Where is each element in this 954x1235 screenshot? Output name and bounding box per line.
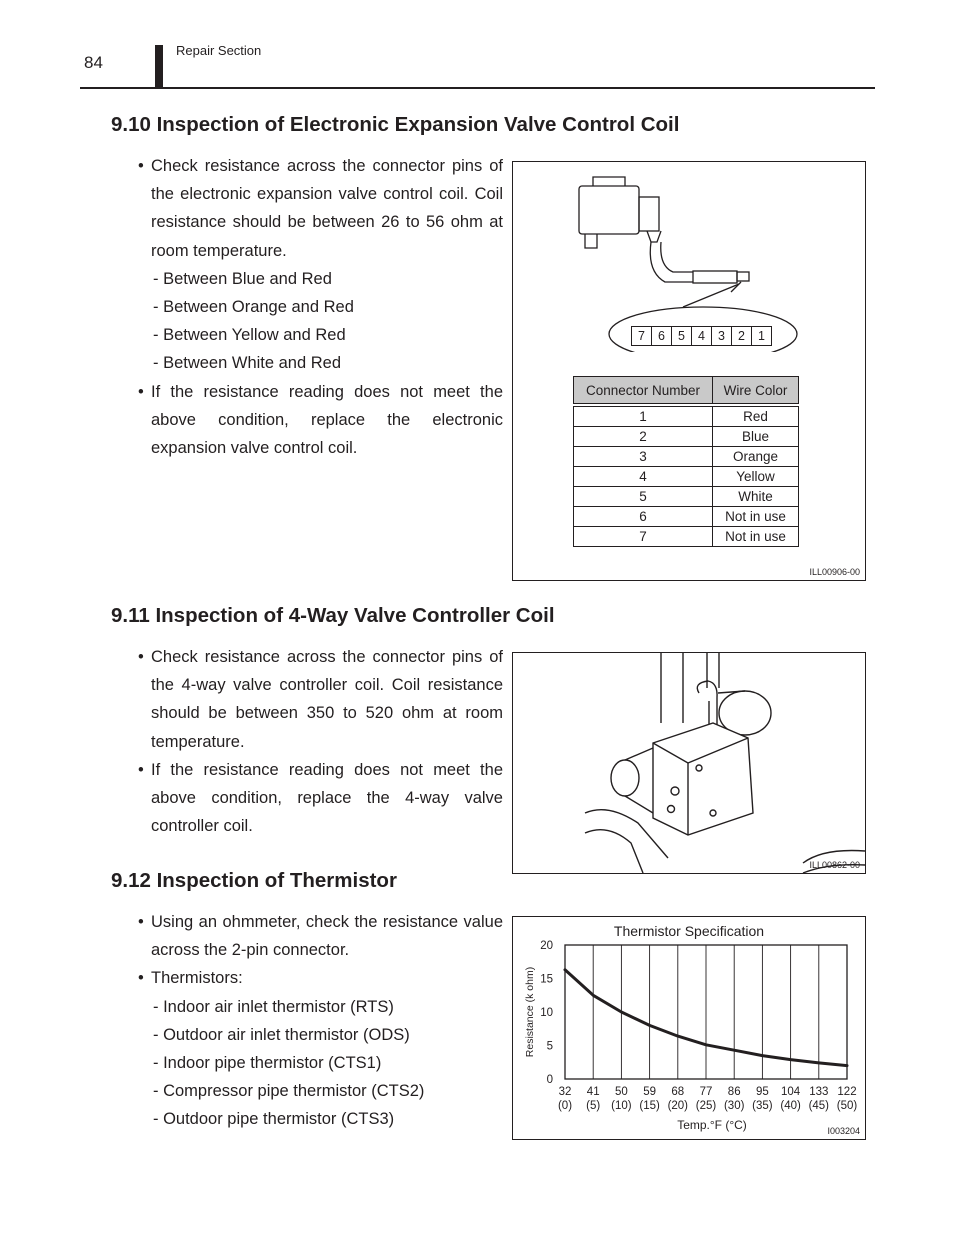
x-tick-label-f: 122 xyxy=(837,1086,857,1098)
table-row xyxy=(574,407,799,427)
connector-pin: 3 xyxy=(711,326,732,346)
column-header: Connector Number xyxy=(574,377,713,404)
bullet-replace: • If the resistance reading does not meet the above condition, replace the 4-way valve controller coil. xyxy=(138,756,503,841)
dash-item: - Between White and Red xyxy=(153,354,342,373)
table-header-row xyxy=(574,377,799,404)
page-number: 84 xyxy=(84,53,103,72)
y-tick-label: 5 xyxy=(546,1040,553,1053)
text-9-12 xyxy=(138,908,503,1134)
connector-pin-row xyxy=(632,326,772,346)
x-tick-label-f: 50 xyxy=(615,1086,628,1098)
valve-coil-illustration xyxy=(513,653,865,873)
x-tick-label-c: (25) xyxy=(695,1100,717,1112)
figure-expansion-valve xyxy=(512,161,866,581)
figure-id: ILL00906-00 xyxy=(809,567,860,577)
section-label: Repair Section xyxy=(176,43,262,58)
table-row xyxy=(574,467,799,487)
thermistor-chart xyxy=(513,917,865,1139)
figure-thermistor-chart xyxy=(512,916,866,1140)
connector-number-cell: 5 xyxy=(574,487,713,507)
wire-color-cell: Red xyxy=(713,407,799,427)
text-9-10 xyxy=(138,152,503,462)
wire-color-cell: White xyxy=(713,487,799,507)
table-row xyxy=(574,527,799,547)
wire-color-cell: Yellow xyxy=(713,467,799,487)
connector-number-cell: 2 xyxy=(574,427,713,447)
y-tick-label: 15 xyxy=(540,973,553,986)
dash-item: - Outdoor air inlet thermistor (ODS) xyxy=(153,1025,410,1044)
x-tick-label-c: (15) xyxy=(639,1100,660,1112)
x-tick-label-f: 133 xyxy=(809,1086,829,1098)
x-tick-label-f: 104 xyxy=(781,1086,801,1098)
x-tick-label-c: (30) xyxy=(723,1100,745,1112)
x-tick-label-f: 95 xyxy=(756,1086,769,1098)
chart-title: Thermistor Specification xyxy=(613,923,765,939)
dash-item: - Outdoor pipe thermistor (CTS3) xyxy=(153,1110,395,1129)
wire-color-cell: Blue xyxy=(713,427,799,447)
connector-number-cell: 7 xyxy=(574,527,713,547)
dash-item: - Indoor air inlet thermistor (RTS) xyxy=(153,997,394,1016)
dash-item: - Compressor pipe thermistor (CTS2) xyxy=(153,1082,425,1101)
dash-item: - Between Yellow and Red xyxy=(153,326,346,345)
x-tick-label-c: (10) xyxy=(611,1100,632,1112)
connector-pin: 4 xyxy=(691,326,712,346)
header-bar xyxy=(155,45,163,87)
x-tick-label-f: 86 xyxy=(727,1086,741,1098)
y-tick-label: 10 xyxy=(540,1007,553,1019)
heading-9-11: 9.11 Inspection of 4-Way Valve Controller Coil xyxy=(111,604,555,627)
x-axis-label: Temp.°F (°C) xyxy=(677,1118,747,1132)
figure-id: ILL00862-00 xyxy=(809,860,860,870)
x-tick-label-c: (45) xyxy=(808,1100,830,1112)
y-axis-label: Resistance (k ohm) xyxy=(524,966,536,1058)
x-tick-label-c: (0) xyxy=(557,1100,573,1112)
figure-4way-valve xyxy=(512,652,866,874)
bullet-check-resistance: • Check resistance across the connector pins of the electronic expansion valve control coil. Coil resistance should be between 26 to 56 ohm at room temperature. xyxy=(138,152,503,265)
x-tick-label-f: 68 xyxy=(671,1086,685,1098)
connector-pin: 5 xyxy=(671,326,692,346)
connector-pin: 1 xyxy=(751,326,772,346)
y-tick-label: 20 xyxy=(540,940,553,952)
x-tick-label-c: (35) xyxy=(752,1100,773,1112)
header-rule xyxy=(80,87,875,89)
x-tick-label-c: (20) xyxy=(667,1100,689,1112)
wire-color-cell: Not in use xyxy=(713,507,799,527)
table-row xyxy=(574,447,799,467)
connector-number-cell: 3 xyxy=(574,447,713,467)
table-row xyxy=(574,427,799,447)
y-tick-label: 0 xyxy=(546,1074,553,1086)
heading-9-12: 9.12 Inspection of Thermistor xyxy=(111,869,397,892)
column-header: Wire Color xyxy=(713,377,799,404)
x-tick-label-c: (5) xyxy=(586,1100,601,1112)
wire-color-cell: Not in use xyxy=(713,527,799,547)
x-tick-label-f: 41 xyxy=(586,1086,600,1098)
x-tick-label-f: 59 xyxy=(643,1086,656,1098)
table-row xyxy=(574,507,799,527)
x-tick-label-f: 77 xyxy=(699,1086,713,1098)
wire-color-cell: Orange xyxy=(713,447,799,467)
bullet-thermistors: • Thermistors: xyxy=(138,964,503,992)
connector-number-cell: 4 xyxy=(574,467,713,487)
heading-9-10: 9.10 Inspection of Electronic Expansion Valve Control Coil xyxy=(111,113,680,136)
bullet-replace: • If the resistance reading does not meet the above condition, replace the electronic expansion valve control coil. xyxy=(138,378,503,463)
coil-connector-illustration xyxy=(513,162,865,352)
bullet-ohmmeter: • Using an ohmmeter, check the resistance value across the 2-pin connector. xyxy=(138,908,503,964)
dash-item: - Indoor pipe thermistor (CTS1) xyxy=(153,1054,382,1073)
figure-id: I003204 xyxy=(827,1126,860,1136)
x-tick-label-c: (50) xyxy=(836,1100,858,1112)
connector-pin: 7 xyxy=(631,326,652,346)
connector-number-cell: 1 xyxy=(574,407,713,427)
bullet-check-resistance: • Check resistance across the connector pins of the 4-way valve controller coil. Coil resistance should be between 350 to 520 ohm at room temperature. xyxy=(138,643,503,756)
connector-pin: 2 xyxy=(731,326,752,346)
dash-item: - Between Orange and Red xyxy=(153,298,354,317)
dash-item: - Between Blue and Red xyxy=(153,269,332,288)
x-tick-label-c: (40) xyxy=(780,1100,801,1112)
x-tick-label-f: 32 xyxy=(558,1086,572,1098)
table-body xyxy=(574,407,799,547)
connector-pin: 6 xyxy=(651,326,672,346)
table-row xyxy=(574,487,799,507)
connector-number-cell: 6 xyxy=(574,507,713,527)
connector-table xyxy=(573,376,799,547)
text-9-11 xyxy=(138,643,503,840)
